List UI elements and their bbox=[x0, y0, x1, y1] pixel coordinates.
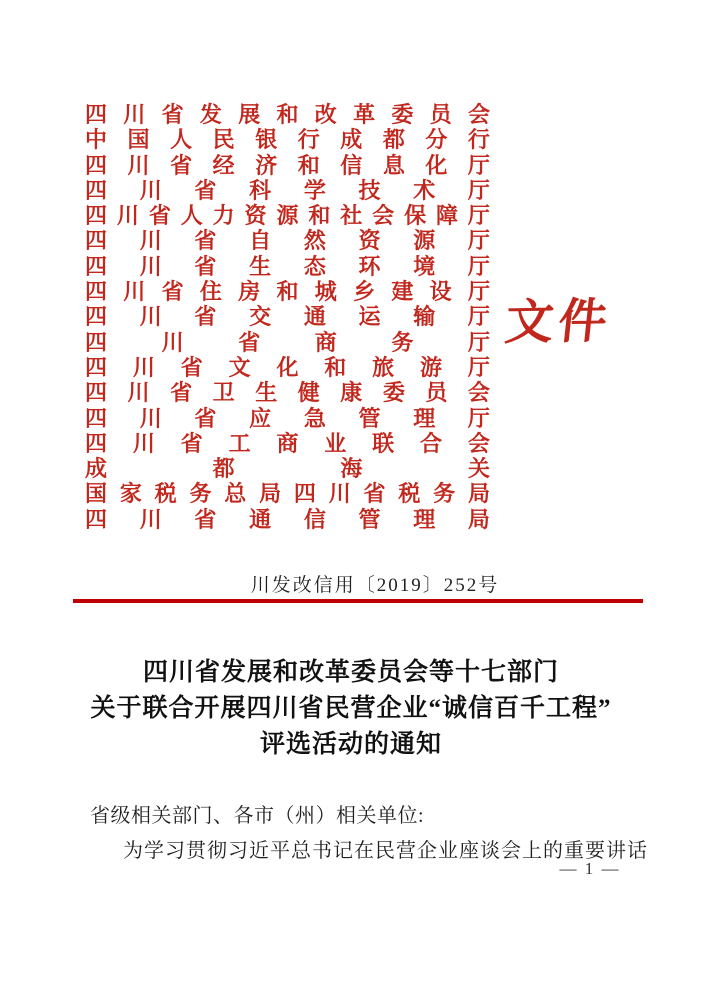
agency-line: 四 川 省 住 房 和 城 乡 建 设 厅 bbox=[85, 279, 490, 305]
agency-line: 中 国 人 民 银 行 成 都 分 行 bbox=[85, 127, 490, 153]
agency-line: 四 川 省 交 通 运 输 厅 bbox=[85, 304, 490, 330]
agency-line: 四 川 省 自 然 资 源 厅 bbox=[85, 228, 490, 254]
agency-line: 四 川 省 人 力 资 源 和 社 会 保 障 厅 bbox=[85, 203, 490, 229]
agency-line: 四 川 省 经 济 和 信 息 化 厅 bbox=[85, 152, 490, 178]
agency-line: 四 川 省 卫 生 健 康 委 员 会 bbox=[85, 380, 490, 406]
title-line-3: 评选活动的通知 bbox=[259, 731, 442, 758]
agency-line: 四 川 省 通 信 管 理 局 bbox=[85, 506, 490, 532]
letterhead-agency-list bbox=[85, 102, 490, 532]
page-number: — 1 — bbox=[559, 859, 621, 878]
agency-line: 四 川 省 工 商 业 联 合 会 bbox=[85, 430, 490, 456]
agency-line: 四 川 省 生 态 环 境 厅 bbox=[85, 253, 490, 279]
salutation: 省级相关部门、各市（州）相关单位: bbox=[90, 805, 425, 827]
document-number: 川发改信用〔2019〕252号 bbox=[250, 575, 500, 596]
document-marker: 文件 bbox=[502, 295, 615, 350]
title-line-1: 四川省发展和改革委员会等十七部门 bbox=[142, 659, 559, 686]
agency-line: 四 川 省 应 急 管 理 厅 bbox=[85, 405, 490, 431]
agency-line: 四 川 省 发 展 和 改 革 委 员 会 bbox=[85, 102, 490, 127]
agency-line: 成 都 海 关 bbox=[85, 456, 490, 482]
agency-line: 国 家 税 务 总 局 四 川 省 税 务 局 bbox=[85, 481, 490, 507]
body-paragraph: 为学习贯彻习近平总书记在民营企业座谈会上的重要讲话 bbox=[123, 840, 648, 862]
agency-line: 四 川 省 文 化 和 旅 游 厅 bbox=[85, 354, 490, 380]
red-separator-rule bbox=[73, 599, 643, 603]
title-line-2: 关于联合开展四川省民营企业“诚信百千工程” bbox=[90, 695, 612, 722]
agency-line: 四 川 省 科 学 技 术 厅 bbox=[85, 177, 490, 203]
document-title bbox=[0, 655, 702, 763]
agency-line: 四 川 省 商 务 厅 bbox=[85, 329, 490, 355]
